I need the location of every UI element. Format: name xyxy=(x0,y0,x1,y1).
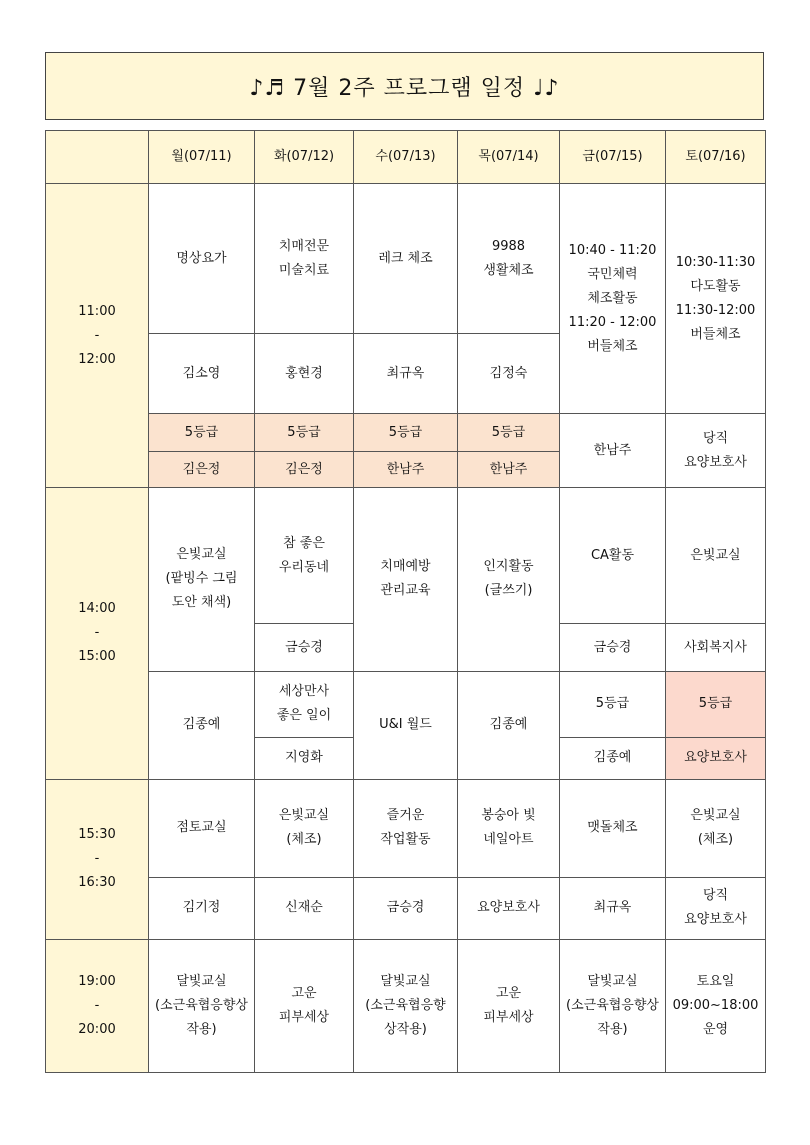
b1-wed-staff: 최규옥 xyxy=(354,334,458,414)
time-1530-1630: 15:30 - 16:30 xyxy=(46,779,149,939)
header-corner xyxy=(46,131,149,184)
b2-sat-grade: 5등급 xyxy=(666,671,766,737)
b2-wed-program2: U&I 월드 xyxy=(354,671,458,779)
block2-row-program xyxy=(46,488,766,624)
b2-tue-staff: 금승경 xyxy=(255,624,354,671)
b2-fri-staff: 금승경 xyxy=(560,624,666,671)
b3-wed-staff: 금승경 xyxy=(354,877,458,939)
b2-fri-program: CA활동 xyxy=(560,488,666,624)
b4-tue-program: 고운 피부세상 xyxy=(255,939,354,1072)
b1-wed-grade-staff: 한남주 xyxy=(354,452,458,488)
b1-thu-staff: 김정숙 xyxy=(458,334,560,414)
b3-sat-program: 은빛교실 (체조) xyxy=(666,779,766,877)
block4-row-program xyxy=(46,939,766,1072)
b1-mon-program: 명상요가 xyxy=(149,184,255,334)
b3-fri-staff: 최규옥 xyxy=(560,877,666,939)
header-thu: 목(07/14) xyxy=(458,131,560,184)
b3-thu-staff: 요양보호사 xyxy=(458,877,560,939)
b2-wed-program: 치매예방 관리교육 xyxy=(354,488,458,671)
header-sat: 토(07/16) xyxy=(666,131,766,184)
b2-mon-staff2: 김종예 xyxy=(149,671,255,779)
b2-tue-staff2: 지영화 xyxy=(255,737,354,779)
b1-mon-staff: 김소영 xyxy=(149,334,255,414)
b1-thu-grade-staff: 한남주 xyxy=(458,452,560,488)
b2-tue-program: 참 좋은 우리동네 xyxy=(255,488,354,624)
schedule-table xyxy=(45,130,766,1073)
b1-tue-staff: 홍현경 xyxy=(255,334,354,414)
b3-tue-staff: 신재순 xyxy=(255,877,354,939)
schedule-title: ♪♬ 7월 2주 프로그램 일정 ♩♪ xyxy=(45,52,764,120)
b4-mon-program: 달빛교실 (소근육협응향상 작용) xyxy=(149,939,255,1072)
b1-wed-grade: 5등급 xyxy=(354,414,458,452)
b3-mon-staff: 김기정 xyxy=(149,877,255,939)
block1-row-program xyxy=(46,184,766,334)
b2-tue-program2: 세상만사 좋은 일이 xyxy=(255,671,354,737)
b4-thu-program: 고운 피부세상 xyxy=(458,939,560,1072)
b3-wed-program: 즐거운 작업활동 xyxy=(354,779,458,877)
block1-row-grade xyxy=(46,414,766,452)
b3-fri-program: 맷돌체조 xyxy=(560,779,666,877)
b1-mon-grade: 5등급 xyxy=(149,414,255,452)
b2-fri-grade: 5등급 xyxy=(560,671,666,737)
header-wed: 수(07/13) xyxy=(354,131,458,184)
b1-tue-grade: 5등급 xyxy=(255,414,354,452)
b4-fri-program: 달빛교실 (소근육협응향상 작용) xyxy=(560,939,666,1072)
b1-wed-program: 레크 체조 xyxy=(354,184,458,334)
b1-sat-staff: 당직 요양보호사 xyxy=(666,414,766,488)
header-fri: 금(07/15) xyxy=(560,131,666,184)
b1-tue-grade-staff: 김은정 xyxy=(255,452,354,488)
b2-thu-staff2: 김종예 xyxy=(458,671,560,779)
time-14-15: 14:00 - 15:00 xyxy=(46,488,149,779)
b2-fri-grade-staff: 김종예 xyxy=(560,737,666,779)
b1-thu-program: 9988 생활체조 xyxy=(458,184,560,334)
block2-row-program2 xyxy=(46,671,766,737)
b1-thu-grade: 5등급 xyxy=(458,414,560,452)
block3-row-program xyxy=(46,779,766,877)
b1-mon-grade-staff: 김은정 xyxy=(149,452,255,488)
b1-fri-program: 10:40 - 11:20 국민체력 체조활동 11:20 - 12:00 버들체조 xyxy=(560,184,666,414)
b3-sat-staff: 당직 요양보호사 xyxy=(666,877,766,939)
b2-sat-grade-staff: 요양보호사 xyxy=(666,737,766,779)
b2-sat-program: 은빛교실 xyxy=(666,488,766,624)
block3-row-staff xyxy=(46,877,766,939)
header-mon: 월(07/11) xyxy=(149,131,255,184)
b4-wed-program: 달빛교실 (소근육협응향 상작용) xyxy=(354,939,458,1072)
b3-mon-program: 점토교실 xyxy=(149,779,255,877)
b2-sat-staff: 사회복지사 xyxy=(666,624,766,671)
b3-tue-program: 은빛교실 (체조) xyxy=(255,779,354,877)
b2-mon-program: 은빛교실 (팥빙수 그림 도안 채색) xyxy=(149,488,255,671)
time-19-20: 19:00 - 20:00 xyxy=(46,939,149,1072)
b1-fri-staff: 한남주 xyxy=(560,414,666,488)
b2-thu-program: 인지활동 (글쓰기) xyxy=(458,488,560,671)
b1-sat-program: 10:30-11:30 다도활동 11:30-12:00 버들체조 xyxy=(666,184,766,414)
b1-tue-program: 치매전문 미술치료 xyxy=(255,184,354,334)
header-tue: 화(07/12) xyxy=(255,131,354,184)
time-11-12: 11:00 - 12:00 xyxy=(46,184,149,488)
b3-thu-program: 봉숭아 빛 네일아트 xyxy=(458,779,560,877)
header-row xyxy=(46,131,766,184)
b4-sat-program: 토요일 09:00~18:00 운영 xyxy=(666,939,766,1072)
